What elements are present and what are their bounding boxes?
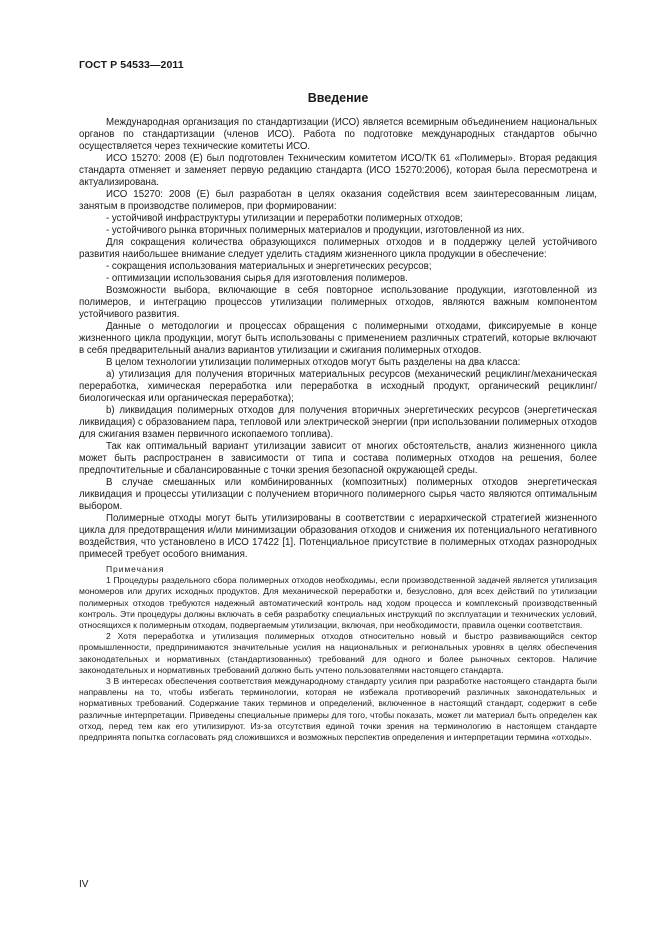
- paragraph: Так как оптимальный вариант утилизации зависит от многих обстоятельств, анализ жизненного цикла может быть распространен в зависимости от типа и состава полимерных отходов на решения, более предпочтительные и сбалансированные с точки зрения безопасной окружающей среды.: [79, 441, 597, 476]
- paragraph: ИСО 15270: 2008 (E) был разработан в целях оказания содействия всем заинтересованным лицам, занятым в производстве полимеров, при формировании:: [79, 189, 597, 212]
- paragraph: Полимерные отходы могут быть утилизированы в соответствии с иерархической стратегией жизненного цикла для предотвращения и/или минимизации образования отходов и снижения их потенциального негативного воздействия, что установлено в ИСО 17422 [1]. Потенциальное присутствие в полимерных отходах разнородных примесей требует особого внимания.: [79, 513, 597, 560]
- list-item: - устойчивой инфраструктуры утилизации и переработки полимерных отходов;: [106, 213, 463, 224]
- paragraph: В случае смешанных или комбинированных (композитных) полимерных отходов энергетическая ликвидация и процессы утилизации с получением вторичного полимерного сырья часто являются оптимальным выбором.: [79, 477, 597, 512]
- note-item: 2 Хотя переработка и утилизация полимерных отходов относительно новый и быстро развивающийся сектор промышленности, предпринимаются значительные усилия на национальных и региональных уровнях в целях обеспечения законодательных и нормативных (стандартизованных) требований для одного и более рыночных секторов. Наличие законодательных и нормативных требований должно быть учтено пользователями настоящего стандарта.: [79, 631, 597, 675]
- list-item: - оптимизации использования сырья для изготовления полимеров.: [106, 273, 408, 284]
- list-item: b) ликвидация полимерных отходов для получения вторичных энергетических ресурсов (энергетическая ликвидация) с образованием пара, тепловой или электрической энергии (при использовании полимерных отходов для сжигания взамен первичного ископаемого топлива).: [79, 405, 597, 440]
- paragraph: Международная организация по стандартизации (ИСО) является всемирным объединением национальных органов по стандартизации (членов ИСО). Работа по подготовке международных стандартов обычно осуществляется через технические комитеты ИСО.: [79, 117, 597, 152]
- paragraph: Для сокращения количества образующихся полимерных отходов и в поддержку целей устойчивого развития наибольшее внимание следует уделить стадиям жизненного цикла продукции в обеспечение:: [79, 237, 597, 260]
- paragraph: Данные о методологии и процессах обращения с полимерными отходами, фиксируемые в конце жизненного цикла продукции, могут быть использованы с применением различных стратегий, которые включают в себя предварительный анализ вариантов утилизации и сжигания полимерных отходов.: [79, 321, 597, 356]
- section-title: Введение: [307, 91, 369, 105]
- paragraph: Возможности выбора, включающие в себя повторное использование продукции, изготовленной из полимеров, и интеграцию процессов утилизации полимерных отходов, являются важным компонентом устойчивого развития.: [79, 285, 597, 320]
- introduction-body: [79, 117, 597, 743]
- list-item: - устойчивого рынка вторичных полимерных материалов и продукции, изготовленной из них.: [106, 225, 525, 236]
- standard-designation: ГОСТ Р 54533—2011: [79, 59, 184, 71]
- page-number: IV: [79, 879, 89, 890]
- list-item: - сокращения использования материальных и энергетических ресурсов;: [106, 261, 432, 272]
- notes-block: [79, 564, 597, 743]
- paragraph: В целом технологии утилизации полимерных отходов могут быть разделены на два класса:: [106, 357, 521, 368]
- note-item: 1 Процедуры раздельного сбора полимерных отходов необходимы, если производственной задачей является утилизация мономеров или других исходных продуктов. Для механической переработки и, безусловно, для всех действий по утилизации полимерных отходов требуются надежный автоматический контроль над ходом процесса и комплексный производственный контроль. Эти процедуры должны включать в себя разработку специальных инструкций по эксплуатации и технических условий, относящихся к полимерным отходам, подвергаемым утилизации, включая, при необходимости, правила оценки соответствия.: [79, 575, 597, 631]
- notes-heading: Примечания: [106, 564, 165, 574]
- paragraph: ИСО 15270: 2008 (E) был подготовлен Техническим комитетом ИСО/ТК 61 «Полимеры». Вторая редакция стандарта отменяет и заменяет первую редакцию стандарта (ИСО 15270:2006), которая была пересмотрена и актуализирована.: [79, 153, 597, 188]
- list-item: a) утилизация для получения вторичных материальных ресурсов (механический рециклинг/механическая переработка, химическая переработка или переработка в исходный продукт, органический рециклинг/биологическая или органическая переработка);: [79, 369, 597, 404]
- note-item: 3 В интересах обеспечения соответствия международному стандарту усилия при разработке настоящего стандарта были направлены на то, чтобы избегать терминологии, которая не избежала противоречий различных законодательных и нормативных требований. Содержание таких терминов и определений, включенное в настоящий стандарт, содержит в себе различные интерпретации. Приведены специальные примеры для того, чтобы показать, может ли материал быть определен как отход, перед тем как его утилизируют. Из-за отсутствия единой точки зрения на терминологию в настоящем стандарте предпринята попытка согласовать ряд сложившихся и возможных перспектив определения и интерпретации термина «отходы».: [79, 676, 597, 743]
